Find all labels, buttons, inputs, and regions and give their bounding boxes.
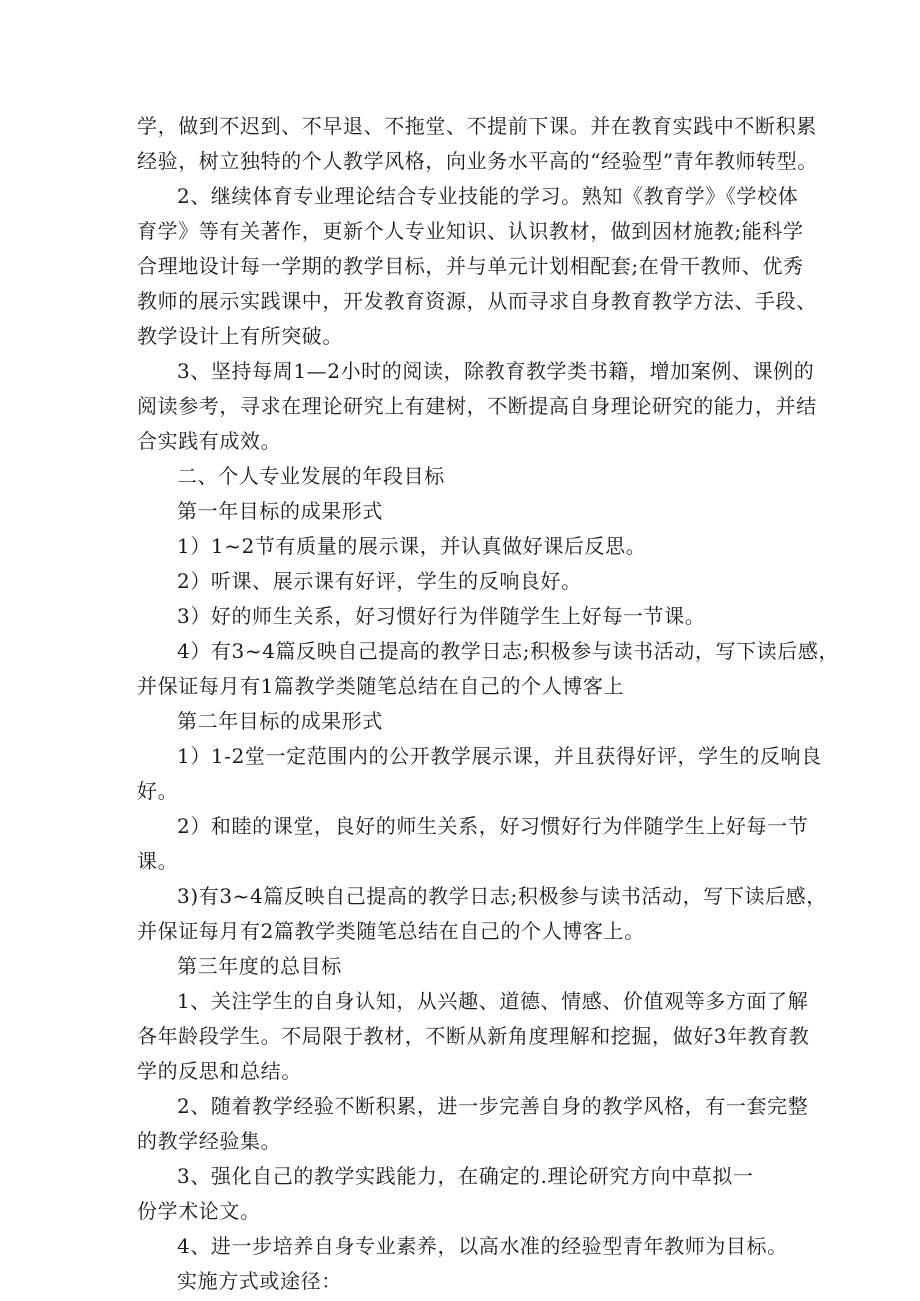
document-page xyxy=(137,109,840,1299)
text-line: 并保证每月有2篇教学类随笔总结在自己的个人博客上。 xyxy=(137,919,645,943)
paragraph xyxy=(137,354,817,459)
text-line: 的教学经验集。 xyxy=(137,1129,282,1153)
section-heading: 二、个人专业发展的年段目标 xyxy=(177,464,445,488)
text-line: 阅读参考，寻求在理论研究上有建树，不断提高自身理论研究的能力，并结 xyxy=(137,394,817,418)
subsection-heading: 第一年目标的成果形式 xyxy=(177,499,383,523)
text-line: 合实践有成效。 xyxy=(137,429,282,453)
list-item xyxy=(137,1159,797,1229)
text-line: 1）1-2堂一定范围内的公开教学展示课，并且获得好评，学生的反响良 xyxy=(177,744,822,768)
list-item xyxy=(137,1089,809,1159)
text-line: 经验，树立独特的个人教学风格，向业务水平高的“经验型”青年教师转型。 xyxy=(137,149,818,173)
text-line: 教师的展示实践课中，开发教育资源，从而寻求自身教育教学方法、手段、 xyxy=(137,289,817,313)
text-line: 育学》等有关著作，更新个人专业知识、认识教材，做到因材施教;能科学 xyxy=(137,219,804,243)
list-item: 1）1~2节有质量的展示课，并认真做好课后反思。 xyxy=(177,534,647,558)
text-line: 2、继续体育专业理论结合专业技能的学习。熟知《教育学》《学校体 xyxy=(177,184,799,208)
subsection-heading: 第二年目标的成果形式 xyxy=(177,709,383,733)
text-line: 1、关注学生的自身认知，从兴趣、道德、情感、价值观等多方面了解 xyxy=(177,989,809,1013)
text-line: 合理地设计每一学期的教学目标，并与单元计划相配套;在骨干教师、优秀 xyxy=(137,254,804,278)
text-line: 教学设计上有所突破。 xyxy=(137,324,343,348)
paragraph xyxy=(137,109,818,179)
text-line: 2、随着教学经验不断积累，进一步完善自身的教学风格，有一套完整 xyxy=(177,1094,809,1118)
list-item xyxy=(137,809,809,879)
text-line: 4）有3~4篇反映自己提高的教学日志;积极参与读书活动，写下读后感， xyxy=(177,639,840,663)
list-item: 3）好的师生关系，好习惯好行为伴随学生上好每一节课。 xyxy=(177,604,706,628)
text-line: 份学术论文。 xyxy=(137,1199,261,1223)
text-line: 各年龄段学生。不局限于教材，不断从新角度理解和挖掘，做好3年教育教 xyxy=(137,1024,810,1048)
list-item xyxy=(137,739,822,809)
text-line: 课。 xyxy=(137,849,179,873)
list-item xyxy=(137,634,840,704)
list-item: 2）听课、展示课有好评，学生的反响良好。 xyxy=(177,569,582,593)
subsection-heading: 实施方式或途径： xyxy=(177,1269,342,1293)
subsection-heading: 第三年度的总目标 xyxy=(177,954,342,978)
text-line: 学，做到不迟到、不早退、不拖堂、不提前下课。并在教育实践中不断积累 xyxy=(137,114,817,138)
text-line: 3)有3~4篇反映自己提高的教学日志;积极参与读书活动，写下读后感， xyxy=(177,884,827,908)
paragraph xyxy=(137,179,817,354)
text-line: 3、坚持每周1—2小时的阅读，除教育教学类书籍，增加案例、课例的 xyxy=(177,359,815,383)
text-line: 学的反思和总结。 xyxy=(137,1059,302,1083)
text-line: 好。 xyxy=(137,779,179,803)
text-line: 2）和睦的课堂，良好的师生关系，好习惯好行为伴随学生上好每一节 xyxy=(177,814,809,838)
list-item xyxy=(137,984,810,1089)
text-line: 并保证每月有1篇教学类随笔总结在自己的个人博客上 xyxy=(137,674,625,698)
list-item: 4、进一步培养自身专业素养，以高水准的经验型青年教师为目标。 xyxy=(177,1234,788,1258)
text-line: 3、强化自己的教学实践能力，在确定的.理论研究方向中草拟一 xyxy=(177,1164,754,1188)
list-item xyxy=(137,879,827,949)
